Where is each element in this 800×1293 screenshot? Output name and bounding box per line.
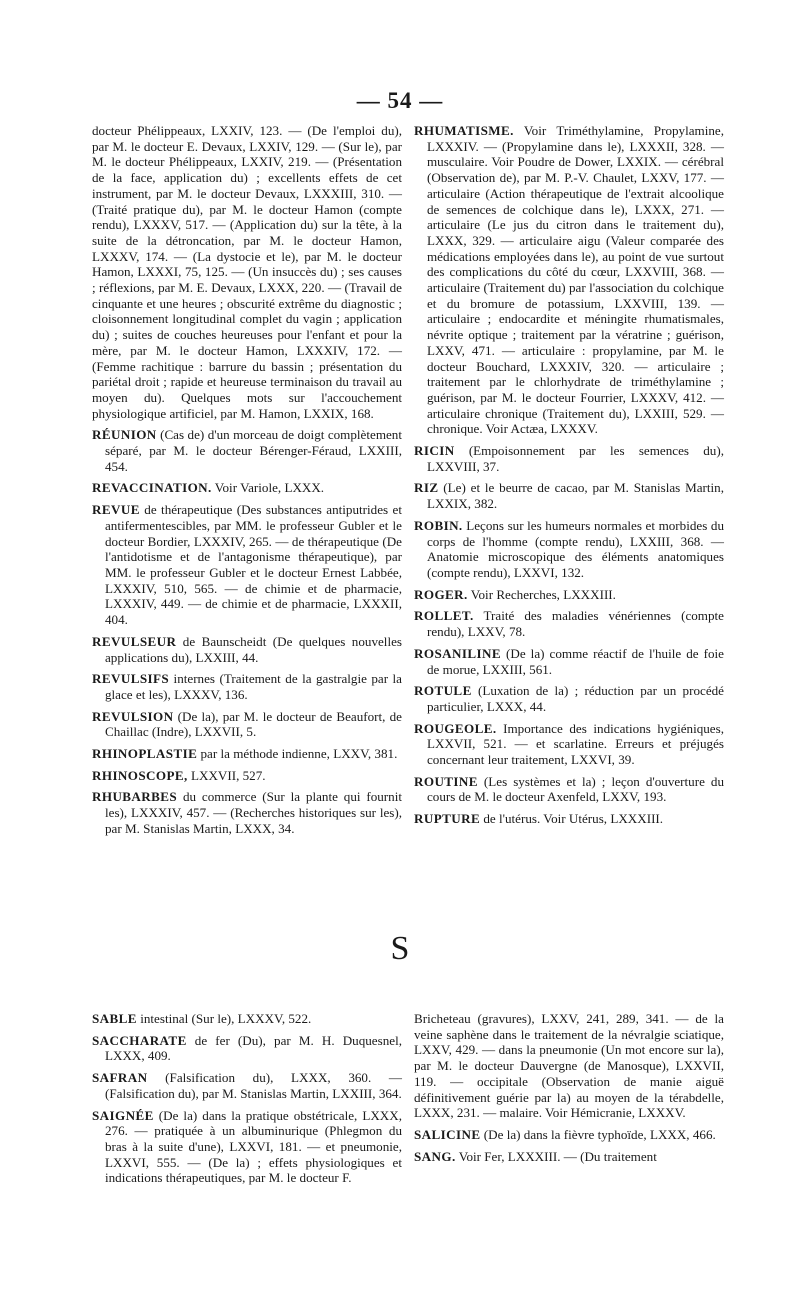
entry-text: (De la) dans la fièvre typhoïde, LXXX, 466. xyxy=(480,1126,716,1142)
index-entry xyxy=(414,123,724,437)
entry-headword: RHUMATISME. xyxy=(414,123,514,138)
entry-headword: ROSANILINE xyxy=(414,645,501,661)
entry-headword: RHINOSCOPE, xyxy=(92,767,188,783)
entry-headword: RUPTURE xyxy=(414,811,481,827)
index-entry xyxy=(414,518,724,581)
index-entry xyxy=(92,768,402,784)
index-entry xyxy=(92,1011,402,1027)
entry-text: Voir Fer, LXXXIII. — (Du traitement xyxy=(455,1148,657,1164)
entry-text: de thérapeutique (Des substances antiputrides et antifermentescibles, par MM. le professeur Gubler et le docteur Bordier, LXXXIV, 265. — de thérapeutique (De l'antidotisme et de l'antagonisme thérapeutique), par MM. le professeur Gubler et le docteur Ernest Labbée, LXXXIV, 510, 565. — de chimie et de pharmacie, LXXXIV, 449. — de chimie et de pharmacie, LXXXII, 404. xyxy=(105,502,402,628)
index-entry xyxy=(414,480,724,511)
entry-headword: REVACCINATION. xyxy=(92,480,212,496)
page-number: — 54 — xyxy=(356,88,444,113)
index-entry xyxy=(414,1127,724,1143)
index-entry xyxy=(414,721,724,768)
entry-text: (Falsification du), LXXX, 360. — (Falsification du), par M. Stanislas Martin, LXXIII, 364. xyxy=(105,1070,402,1101)
entry-text: Traité des maladies vénériennes (compte rendu), LXXV, 78. xyxy=(427,608,724,640)
entry-text: docteur Phélippeaux, LXXIV, 123. — (De l'emploi du), par M. le docteur E. Devaux, LXXIV, 129. — (Sur le), par M. le docteur Phélippeaux, LXXIV, 219. — (Présentation de la face, application du) ; excellents effets de cet instrument, par M. le docteur Devaux, LXXXIII, 310. — (Traité pratique du), par M. le docteur Hamon (compte rendu), LXXXV, 517. — (Application du) sur la tête, à la suite de la détroncation, par M. le docteur Hamon, LXXXV, 174. — (La dystocie et le), par M. le docteur Hamon, LXXXI, 75, 125. — (Un insuccès du) ; ses causes ; réflexions, par M. E. Devaux, LXXX, 220. — (Travail de cinquante et une heures ; obscurité extrême du diagnostic ; cloisonnement longitudinal complet du vagin ; application du) ; suites de couches heureuses pour l'enfant et pour la mère, par M. le docteur Hamon, LXXXIV, 172. — (Femme rachitique : barrure du bassin ; présentation du pariétal droit ; rapide et heureuse terminaison du travail au moyen du). Quelques mots sur l'accouchement physiologique artificiel, par M. Hamon, LXXIX, 168. xyxy=(92,123,402,421)
entry-text: Voir Triméthylamine, Propylamine, LXXXIV. — (Propylamine dans le), LXXXII, 328. — musculaire. Voir Poudre de Dower, LXXIX. — cérébral (Observation de), par M. P.-V. Chaulet, LXXV, 177. — articulaire (Action thérapeutique de l'extrait alcoolique de semences de colchique dans le), LXXX, 271. — articulaire (Le jus du citron dans le traitement du), LXXX, 329. — articulaire aigu (Valeur comparée des médications employées dans le), au point de vue surtout des complications du côté du cœur, LXXVIII, 368. — articulaire (Traitement du) par l'association du colchique et du bromure de potassium, LXXVIII, 139. — articulaire ; endocardite et méningite rhumatismales, névrite optique ; traitement par la vératrine ; guérison, LXXV, 471. — articulaire : propylamine, par M. le docteur Bouchard, LXXXIV, 320. — articulaire ; traitement par le chlorhydrate de triméthylamine ; guérison, par M. le docteur Fourrier, LXXXV, 412. — articulaire chronique (Traitement du), LXXIII, 529. — chronique. Voir Actæa, LXXXV. xyxy=(427,123,724,437)
entry-headword: RIZ xyxy=(414,480,439,496)
index-entry xyxy=(92,789,402,836)
index-entry xyxy=(414,646,724,677)
entry-text: Bricheteau (gravures), LXXV, 241, 289, 341. — de la veine saphène dans le traitement de la névralgie sciatique, LXXV, 429. — dans la pneumonie (Un mot encore sur la), par M. le docteur Dauvergne (de Manosque), LXXVII, 119. — occipitale (Observation de manie aiguë définitivement guérie par la) au moyen de la térabdelle, LXXX, 231. — malaire. Voir Hémicranie, LXXXV. xyxy=(414,1011,724,1121)
entry-headword: SALICINE xyxy=(414,1126,481,1142)
entry-headword: SAIGNÉE xyxy=(92,1107,154,1123)
column-top-left xyxy=(92,123,402,843)
entry-text: (Les systèmes et la) ; leçon d'ouverture du cours de M. le docteur Axenfeld, LXXV, 193. xyxy=(427,773,724,805)
entry-headword: ROGER. xyxy=(414,586,468,602)
entry-text: Voir Recherches, LXXXIII. xyxy=(467,586,616,602)
entry-headword: SACCHARATE xyxy=(92,1032,187,1048)
index-entry xyxy=(414,774,724,805)
entry-text: Voir Variole, LXXX. xyxy=(211,480,325,496)
index-entry xyxy=(92,502,402,628)
entry-text: du commerce (Sur la plante qui fournit les), LXXXIV, 457. — (Recherches historiques sur les), par M. Stanislas Martin, LXXX, 34. xyxy=(105,789,402,836)
entry-text: intestinal (Sur le), LXXXV, 522. xyxy=(136,1011,312,1026)
entry-text: (Empoisonnement par les semences du), LXXVIII, 37. xyxy=(427,443,724,474)
index-entry xyxy=(92,634,402,665)
entry-text: (Cas de) d'un morceau de doigt complètement séparé, par M. le docteur Bérenger-Féraud, LXXIII, 454. xyxy=(105,427,402,474)
entry-headword: SAFRAN xyxy=(92,1070,148,1086)
index-entry xyxy=(414,683,724,714)
entry-text: (De la) comme réactif de l'huile de foie de morue, LXXIII, 561. xyxy=(427,645,724,677)
index-entry xyxy=(92,1033,402,1064)
index-entry xyxy=(92,746,402,762)
column-top-right xyxy=(414,123,724,833)
entry-headword: REVULSION xyxy=(92,708,174,724)
entry-text: (Luxation de la) ; réduction par un procédé particulier, LXXX, 44. xyxy=(427,683,724,714)
column-bottom-left xyxy=(92,1011,402,1192)
index-entry xyxy=(414,1149,724,1165)
entry-text: de fer (Du), par M. H. Duquesnel, LXXX, 409. xyxy=(105,1032,402,1064)
entry-text: (De la) dans la pratique obstétricale, LXXX, 276. — pratiquée à un albuminurique (Phlegmon du bras à la suite d'une), LXXVI, 181. — et pneumonie, LXXVI, 555. — (De la) ; effets physiologiques et indications thérapeutiques, par M. le docteur F. xyxy=(105,1107,402,1186)
entry-headword: ROTULE xyxy=(414,683,472,699)
index-entry xyxy=(92,709,402,740)
entry-text: (Le) et le beurre de cacao, par M. Stanislas Martin, LXXIX, 382. xyxy=(427,480,724,512)
index-entry xyxy=(92,1070,402,1101)
entry-headword: RHINOPLASTIE xyxy=(92,746,198,762)
entry-headword: RHUBARBES xyxy=(92,789,178,805)
entry-headword: SABLE xyxy=(92,1011,137,1026)
index-entry xyxy=(414,587,724,603)
entry-headword: RÉUNION xyxy=(92,427,157,443)
entry-headword: RICIN xyxy=(414,443,455,459)
index-entry xyxy=(414,811,724,827)
entry-headword: ROUGEOLE. xyxy=(414,720,497,736)
index-entry xyxy=(414,1011,724,1121)
index-entry xyxy=(414,608,724,639)
section-letter: S xyxy=(390,930,410,967)
entry-headword: ROLLET. xyxy=(414,608,474,624)
index-entry xyxy=(92,1108,402,1187)
entry-text: de l'utérus. Voir Utérus, LXXXIII. xyxy=(480,811,664,827)
index-entry xyxy=(92,671,402,702)
entry-headword: REVULSIFS xyxy=(92,671,170,687)
entry-text: LXXVII, 527. xyxy=(187,767,266,783)
entry-headword: ROUTINE xyxy=(414,773,478,789)
index-entry xyxy=(92,427,402,474)
entry-text: de Baunscheidt (De quelques nouvelles applications du), LXXIII, 44. xyxy=(105,633,402,665)
entry-text: par la méthode indienne, LXXV, 381. xyxy=(197,746,398,762)
entry-text: (De la), par M. le docteur de Beaufort, de Chaillac (Indre), LXXVII, 5. xyxy=(105,708,402,740)
entry-headword: SANG. xyxy=(414,1148,456,1164)
index-entry xyxy=(92,123,402,421)
entry-text: Importance des indications hygiéniques, LXXVII, 521. — et scarlatine. Erreurs et préjugés concernant leur traitement, LXXVI, 39. xyxy=(427,720,724,768)
entry-text: Leçons sur les humeurs normales et morbides du corps de l'homme (compte rendu), LXXIII, 368. — Anatomie microscopique des éléments anatomiques (compte rendu), LXXVI, 132. xyxy=(427,517,724,580)
index-entry xyxy=(414,443,724,474)
column-bottom-right xyxy=(414,1011,724,1170)
entry-text: internes (Traitement de la gastralgie par la glace et les), LXXXV, 136. xyxy=(105,671,402,702)
index-entry xyxy=(92,480,402,496)
entry-headword: REVUE xyxy=(92,502,140,518)
entry-headword: REVULSEUR xyxy=(92,633,177,649)
entry-headword: ROBIN. xyxy=(414,517,463,533)
